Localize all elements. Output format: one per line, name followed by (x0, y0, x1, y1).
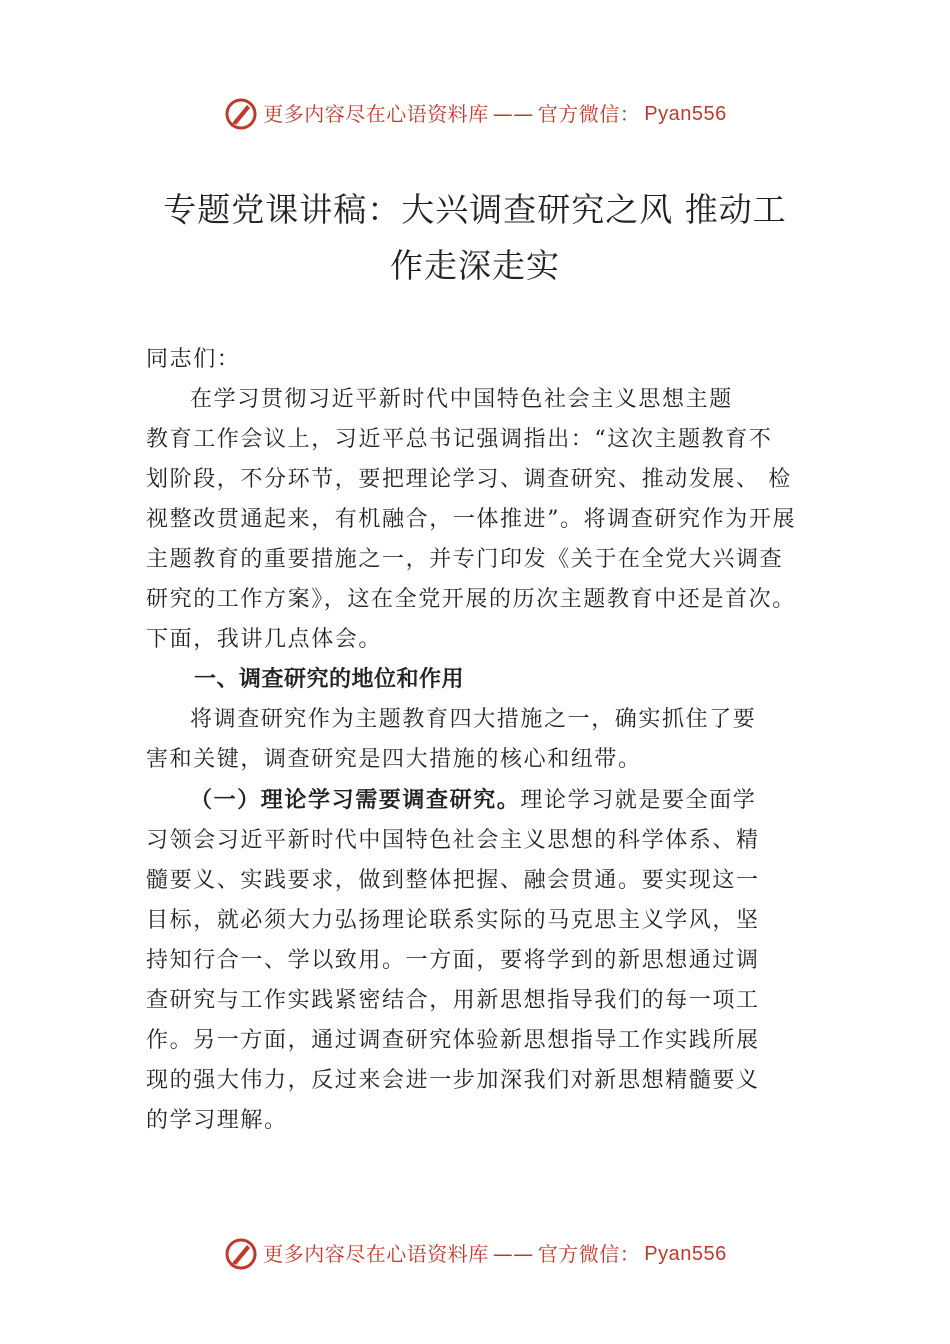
document-title (100, 182, 850, 294)
watermark-wechat-id: Pyan556 (644, 1243, 727, 1265)
text-line: 将调查研究作为主题教育四大措施之一，确实抓住了要 (190, 707, 757, 732)
text-line (146, 780, 846, 821)
title-line-2: 作走深走实 (390, 246, 560, 285)
salutation: 同志们： (146, 347, 241, 372)
section1-paragraph (146, 700, 846, 780)
title-line-1: 专题党课讲稿：大兴调查研究之风 推动工 (163, 190, 787, 229)
watermark-dash: —— (492, 102, 534, 126)
text-line: 目标，就必须大力弘扬理论联系实际的马克思主义学风，坚 (146, 908, 760, 933)
watermark-wechat-id: Pyan556 (644, 103, 727, 125)
text-line: 在学习贯彻习近平新时代中国特色社会主义思想主题 (190, 387, 733, 412)
watermark-text: 更多内容尽在心语资料库 (263, 1242, 489, 1266)
pen-logo-icon (223, 1236, 259, 1272)
pen-logo-icon (223, 96, 259, 132)
text-line: 习领会习近平新时代中国特色社会主义思想的科学体系、精 (146, 828, 760, 853)
watermark-label: 官方微信： (537, 102, 641, 126)
text-line: 主题教育的重要措施之一，并专门印发《关于在全党大兴调查 (146, 547, 784, 572)
document-body (146, 340, 846, 1141)
section-heading-1: 一、调查研究的地位和作用 (194, 667, 465, 692)
watermark-header (0, 96, 950, 132)
subsection-lead-rest: 理论学习就是要全面学 (520, 788, 757, 813)
subsection-lead: （一）理论学习需要调查研究。 (190, 787, 521, 813)
text-line: 髓要义、实践要求，做到整体把握、融会贯通。要实现这一 (146, 868, 760, 893)
watermark-text: 更多内容尽在心语资料库 (263, 102, 489, 126)
text-line: 持知行合一、学以致用。一方面，要将学到的新思想通过调 (146, 948, 760, 973)
text-line: 查研究与工作实践紧密结合，用新思想指导我们的每一项工 (146, 988, 760, 1013)
text-line: 视整改贯通起来，有机融合，一体推进”。将调查研究作为开展 (146, 507, 797, 532)
text-line: 下面，我讲几点体会。 (146, 627, 383, 652)
watermark-label: 官方微信： (537, 1242, 641, 1266)
text-line: 作。另一方面，通过调查研究体验新思想指导工作实践所展 (146, 1028, 760, 1053)
text-line: 教育工作会议上，习近平总书记强调指出：“这次主题教育不 (146, 427, 773, 452)
intro-paragraph (146, 380, 846, 660)
text-line: 的学习理解。 (146, 1108, 288, 1133)
text-line: 害和关键，调查研究是四大措施的核心和纽带。 (146, 747, 642, 772)
text-line: 现的强大伟力，反过来会进一步加深我们对新思想精髓要义 (146, 1068, 760, 1093)
text-line: 划阶段，不分环节，要把理论学习、调查研究、推动发展、 检 (146, 467, 792, 492)
subsection1-paragraph (146, 780, 846, 1141)
text-line: 研究的工作方案》，这在全党开展的历次主题教育中还是首次。 (146, 587, 796, 612)
watermark-dash: —— (492, 1242, 534, 1266)
watermark-footer (0, 1236, 950, 1272)
